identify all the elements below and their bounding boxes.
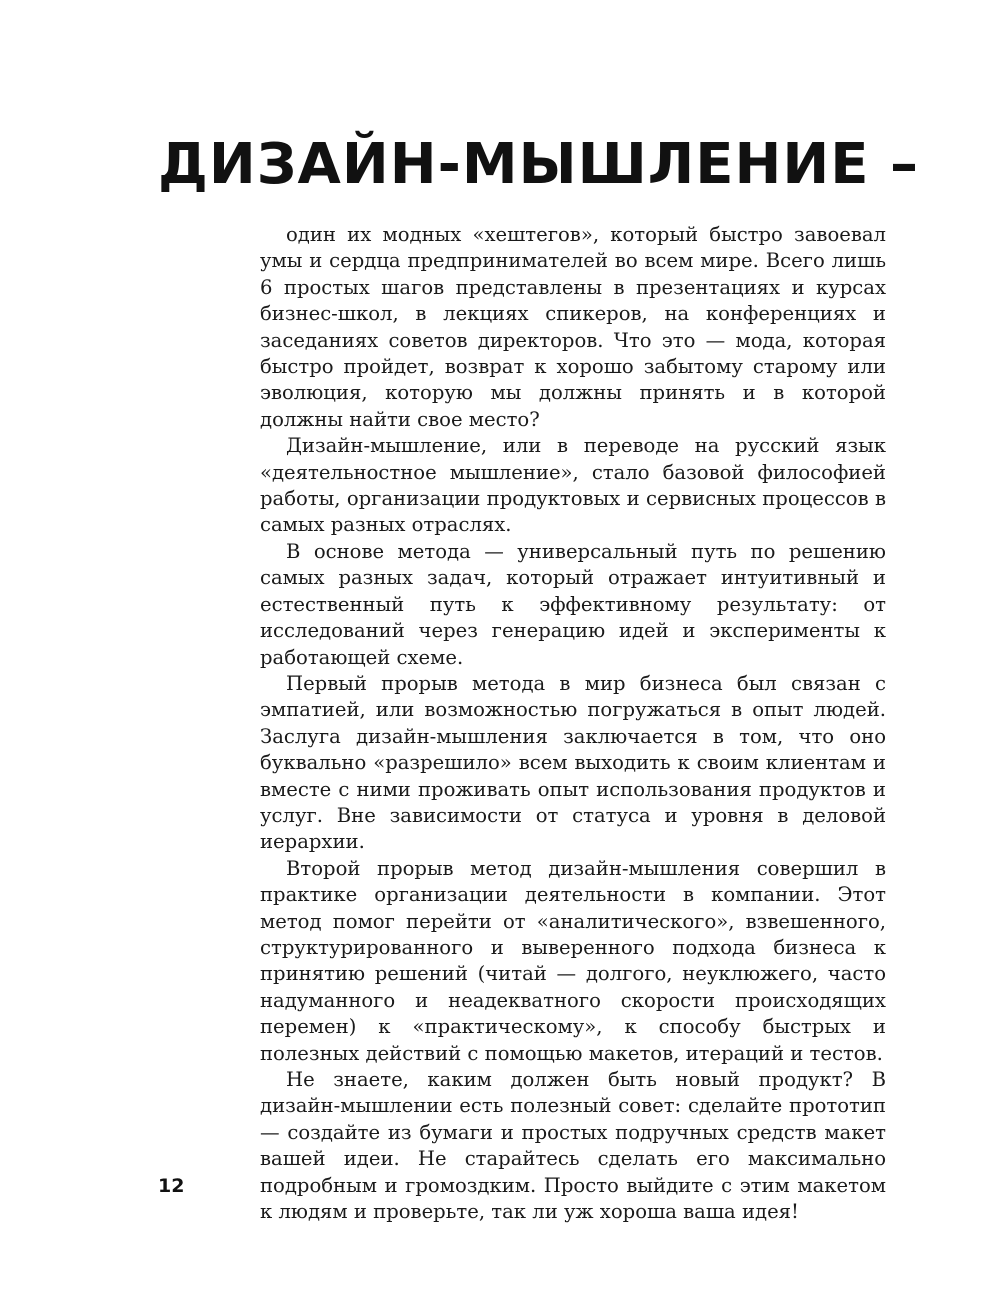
page-number: 12 [158, 1175, 185, 1197]
paragraph-3: В основе метода — универсальный путь по решению самых разных задач, который отражает интуитивный и естественный путь к эффективному результату: от исследований через генерацию идей и эксперименты к работающей схеме. [260, 539, 886, 669]
body-text [260, 222, 886, 1225]
paragraph-1: один их модных «хештегов», который быстро завоевал умы и сердца предпринимателей во всем мире. Всего лишь 6 простых шагов представлены в презентациях и курсах бизнес-школ, в лекциях спикеров, на конференциях и заседаниях советов директоров. Что это — мода, которая быстро пройдет, возврат к хорошо забытому старому или эволюция, которую мы должны принять и в которой должны найти свое место? [260, 223, 886, 431]
paragraph-6: Не знаете, каким должен быть новый продукт? В дизайн-мышлении есть полезный совет: сделайте прототип — создайте из бумаги и простых подручных средств макет вашей идеи. Не старайтесь сделать его максимально подробным и громоздким. Просто выйдите с этим макетом к людям и проверьте, так ли уж хороша ваша идея! [260, 1068, 886, 1224]
paragraph-2: Дизайн-мышление, или в переводе на русский язык «деятельностное мышление», стало базовой философией работы, организации продуктовых и сервисных процессов в самых разных отраслях. [260, 434, 886, 537]
chapter-heading: ДИЗАЙН-МЫШЛЕНИЕ – [158, 132, 920, 197]
paragraph-4: Первый прорыв метода в мир бизнеса был связан с эмпатией, или возможностью погружаться в опыт людей. Заслуга дизайн-мышления заключается в том, что оно буквально «разрешило» всем выходить к своим клиентам и вместе с ними проживать опыт использования продуктов и услуг. Вне зависимости от статуса и уровня в деловой иерархии. [260, 671, 886, 854]
paragraph-5: Второй прорыв метод дизайн-мышления совершил в практике организации деятельности в компании. Этот метод помог перейти от «аналитического», взвешенного, структурированного и выверенного подхода бизнеса к принятию решений (читай — долгого, неуклюжего, часто надуманного и неадекватного скорости происходящих перемен) к «практическому», к способу быстрых и полезных действий с помощью макетов, итераций и тестов. [260, 856, 886, 1065]
